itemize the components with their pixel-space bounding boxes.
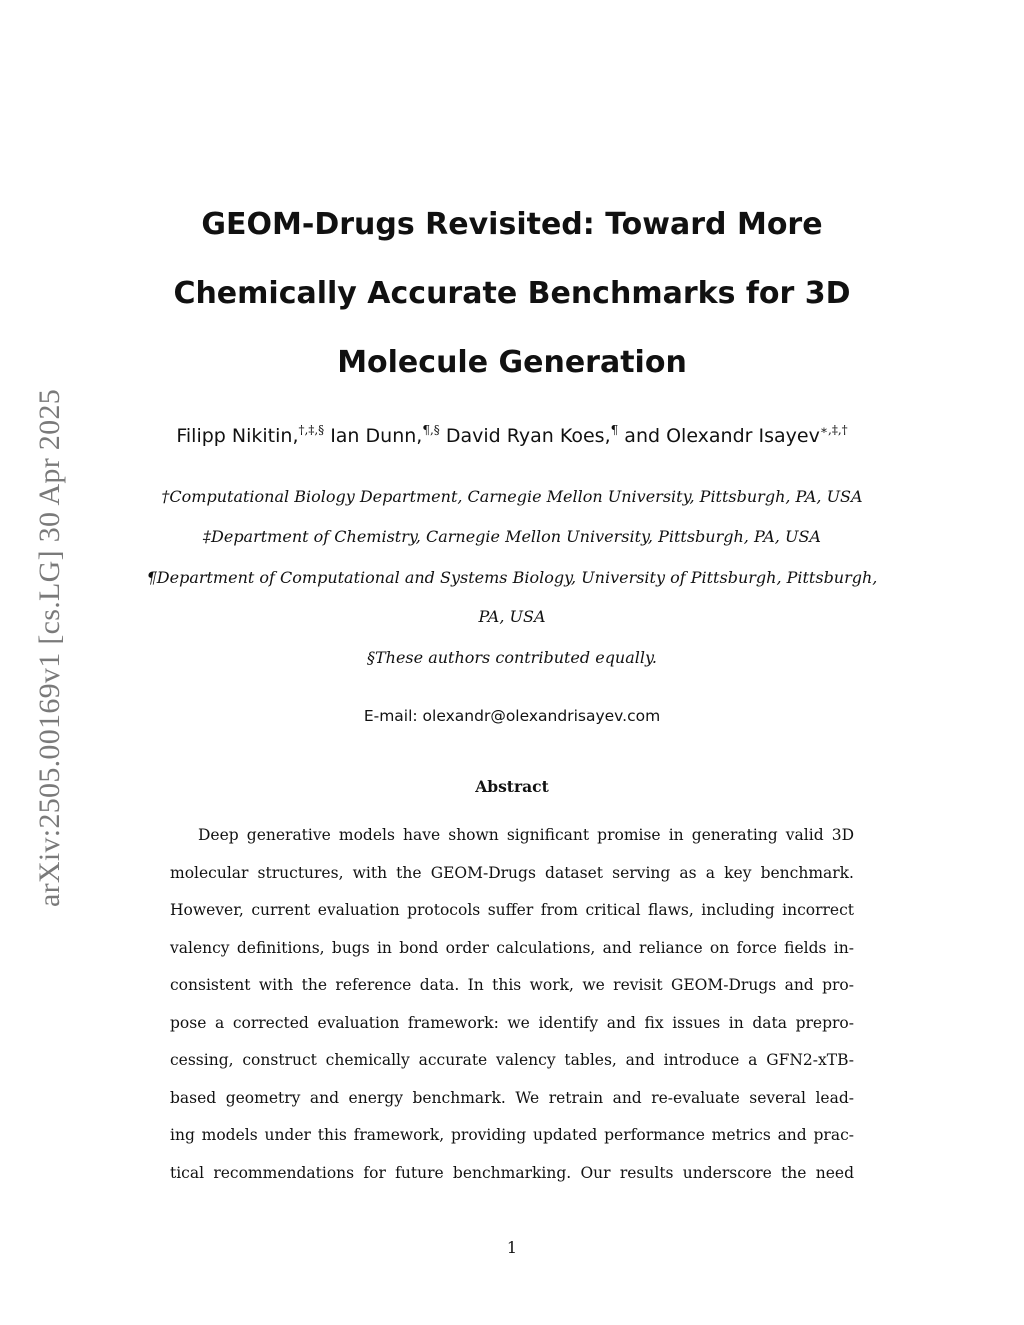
author-name: David Ryan Koes, bbox=[445, 425, 611, 447]
arxiv-identifier-stamp bbox=[33, 355, 67, 940]
title-line: Chemically Accurate Benchmarks for 3D bbox=[173, 276, 851, 311]
equal-contribution-note: §These authors contributed equally. bbox=[366, 648, 658, 667]
title-line: Molecule Generation bbox=[337, 345, 687, 380]
page-number: 1 bbox=[506, 1238, 518, 1257]
author-affiliation-marks: ∗,‡,† bbox=[819, 423, 848, 437]
corresponding-email: E-mail: olexandr@olexandrisayev.com bbox=[363, 707, 661, 725]
abstract-line: valency definitions, bugs in bond order calculations, and reliance on force fields in- bbox=[170, 939, 854, 957]
paper-title bbox=[150, 190, 874, 397]
abstract-line: tical recommendations for future benchmarking. Our results underscore the need bbox=[170, 1164, 854, 1182]
author-affiliation-marks: ¶ bbox=[610, 423, 619, 437]
author-name: Ian Dunn, bbox=[330, 425, 423, 447]
abstract-line: molecular structures, with the GEOM-Drugs dataset serving as a key benchmark. bbox=[170, 864, 854, 882]
author-affiliation-marks: †,‡,§ bbox=[298, 423, 325, 437]
abstract-line: ing models under this framework, providing updated performance metrics and prac- bbox=[170, 1126, 854, 1144]
author-affiliation-marks: ¶,§ bbox=[422, 423, 440, 437]
affiliation-pitt-compbio: ¶Department of Computational and Systems Biology, University of Pittsburgh, Pittsburgh, bbox=[146, 568, 878, 587]
arxiv-identifier-text: arXiv:2505.00169v1 [cs.LG] 30 Apr 2025 bbox=[33, 388, 67, 907]
abstract-line: consistent with the reference data. In this work, we revisit GEOM-Drugs and pro- bbox=[170, 976, 854, 994]
affiliation-pitt-compbio-continued: PA, USA bbox=[478, 607, 546, 626]
author-name: Filipp Nikitin, bbox=[176, 425, 299, 447]
affiliation-cmu-compbio: †Computational Biology Department, Carnegie Mellon University, Pittsburgh, PA, USA bbox=[161, 487, 863, 506]
abstract-line: Deep generative models have shown significant promise in generating valid 3D bbox=[198, 826, 854, 844]
abstract-line: cessing, construct chemically accurate valency tables, and introduce a GFN2-xTB- bbox=[170, 1051, 854, 1069]
author-list bbox=[100, 421, 924, 451]
abstract-line: based geometry and energy benchmark. We retrain and re-evaluate several lead- bbox=[170, 1089, 854, 1107]
author-name: and Olexandr Isayev bbox=[624, 425, 820, 447]
abstract-line: However, current evaluation protocols suffer from critical flaws, including incorrect bbox=[170, 901, 854, 919]
title-line: GEOM-Drugs Revisited: Toward More bbox=[201, 207, 823, 242]
abstract-heading: Abstract bbox=[475, 777, 549, 796]
abstract-line: pose a corrected evaluation framework: we identify and fix issues in data prepro- bbox=[170, 1014, 854, 1032]
affiliation-cmu-chemistry: ‡Department of Chemistry, Carnegie Mellon University, Pittsburgh, PA, USA bbox=[203, 527, 821, 546]
